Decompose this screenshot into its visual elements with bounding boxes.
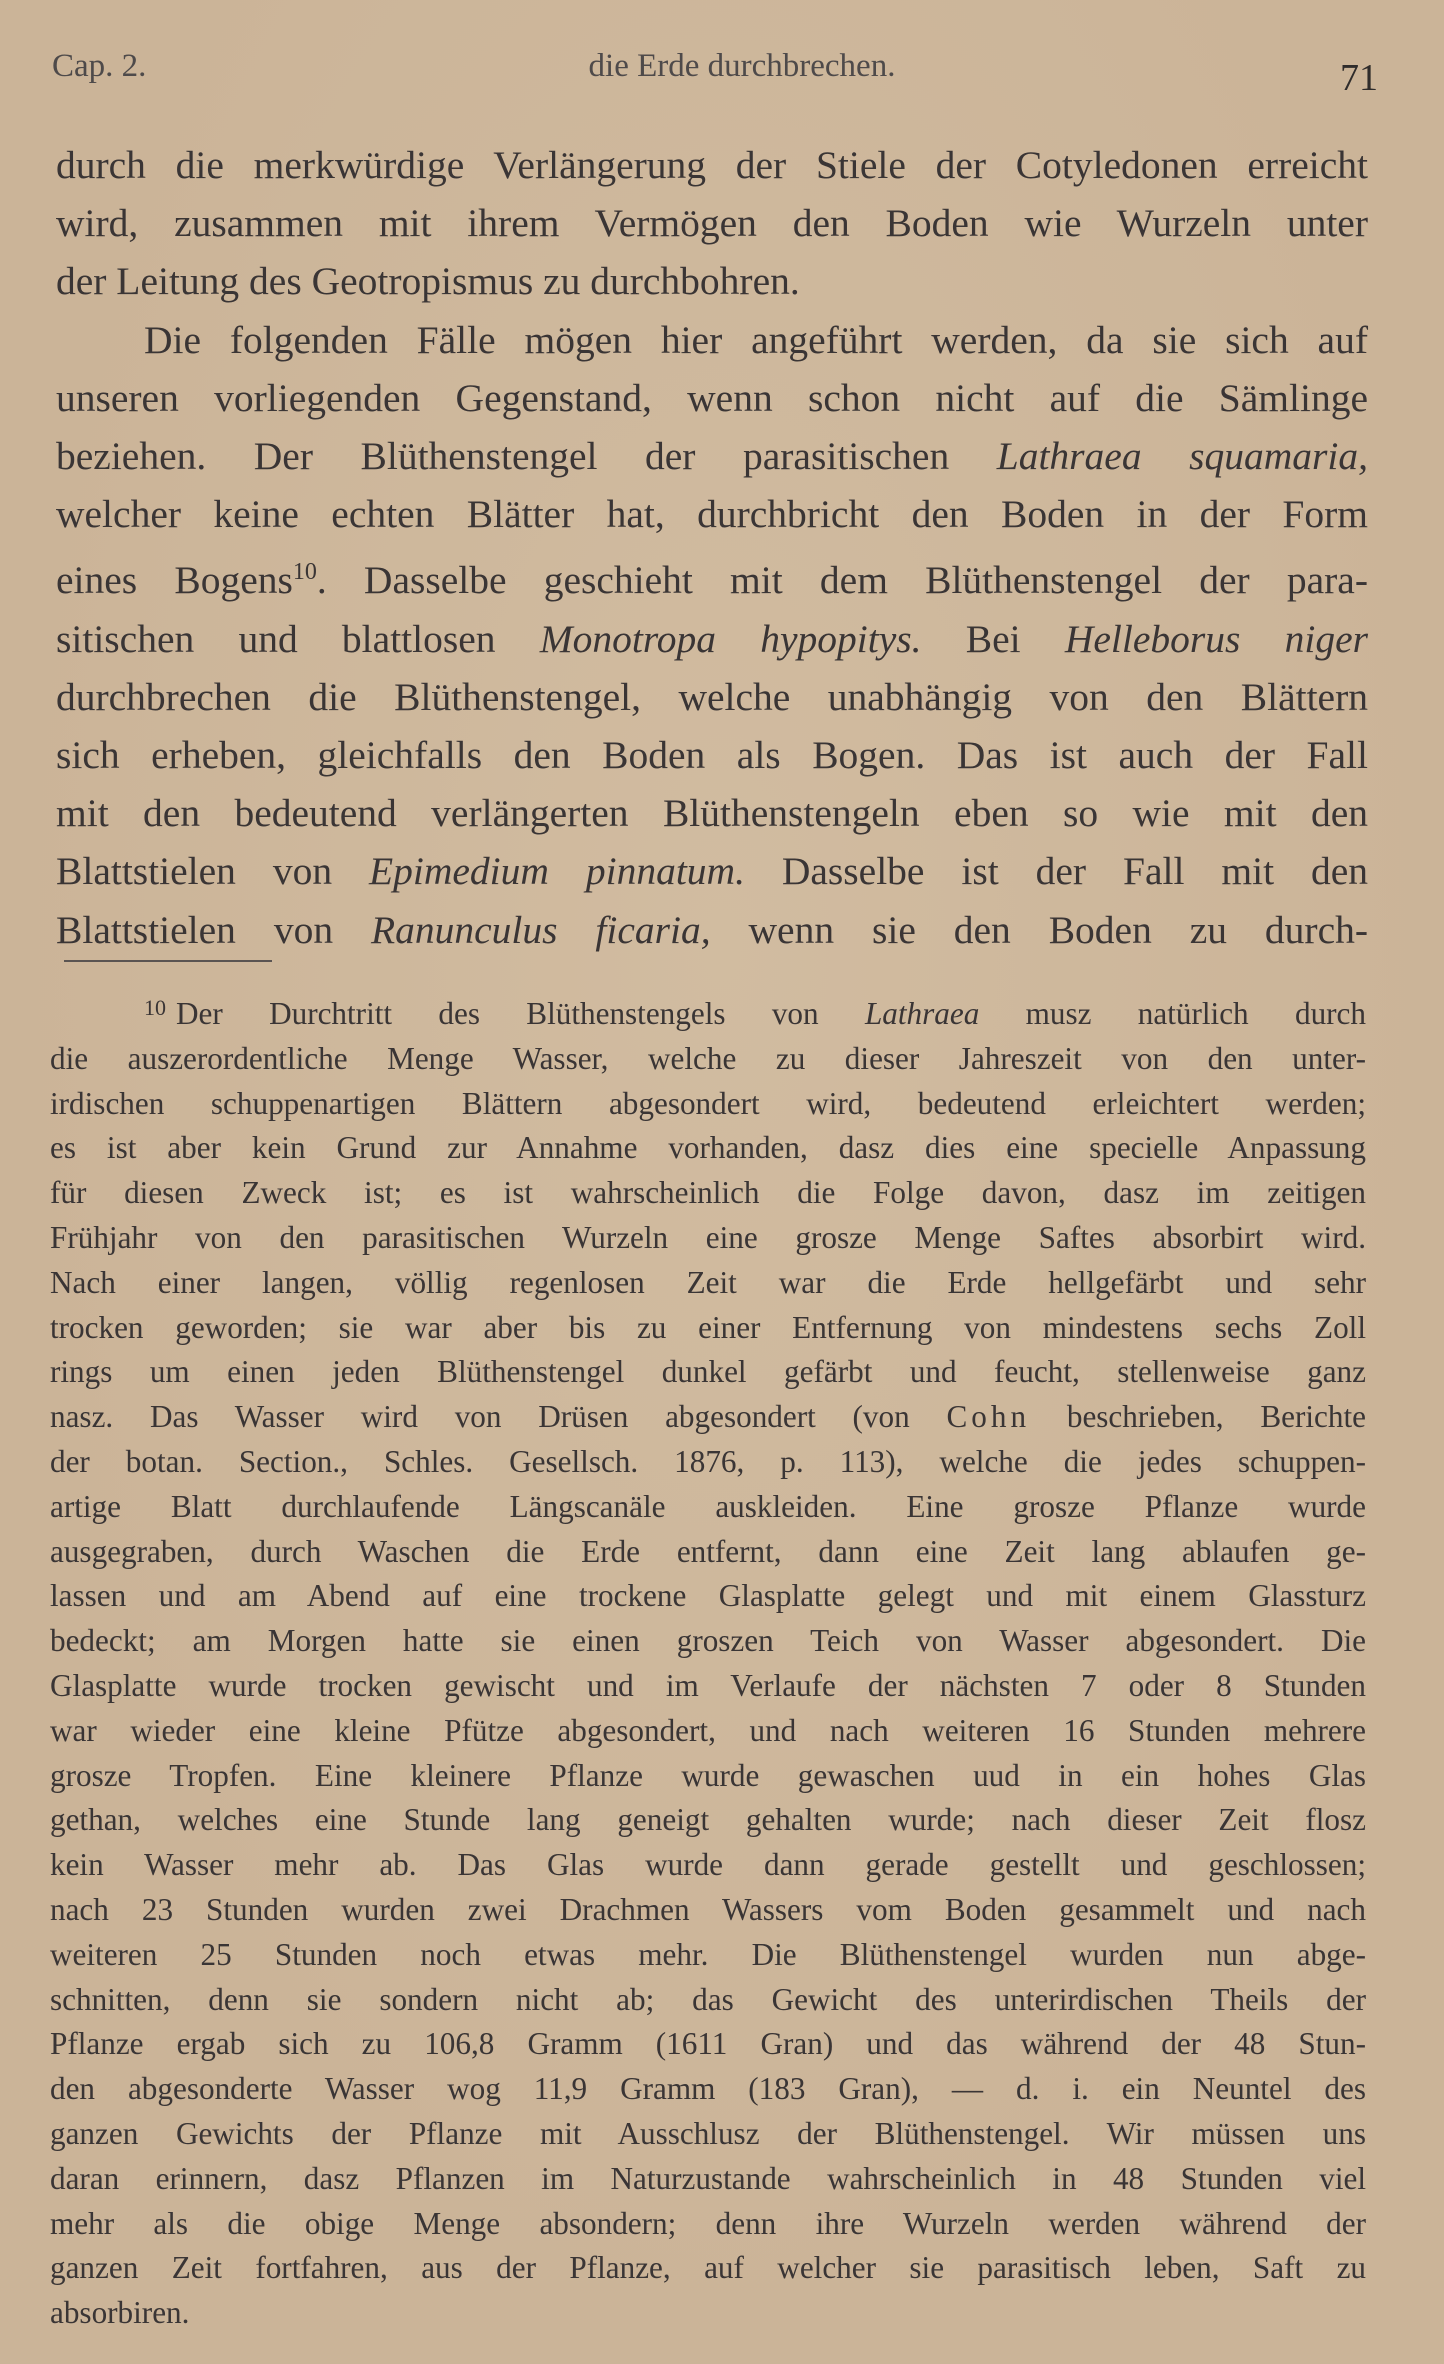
running-title: die Erde durchbrechen. [588, 48, 896, 84]
text-line: wird, zusammen mit ihrem Vermögen den Boden wie Wurzeln unter [56, 201, 1368, 246]
text-line: bedeckt; am Morgen hatte sie einen groszen Teich von Wasser abgesondert. Die [50, 1623, 1366, 1659]
text-span: Blattstielen von [56, 907, 371, 952]
text-span: Der Durchtritt des Blüthenstengels von [176, 996, 865, 1031]
text-span: sitischen und blattlosen [56, 616, 540, 661]
text-line [50, 986, 1366, 1037]
species-name: Monotropa hypopitys. [539, 616, 922, 661]
text-line: war wieder eine kleine Pfütze abgesondert, und nach weiteren 16 Stunden mehrere [50, 1712, 1366, 1748]
species-name: Lathraea [864, 996, 980, 1031]
running-header [52, 44, 1378, 104]
species-name: Lathraea squamaria, [996, 434, 1368, 479]
text-line: durch die merkwürdige Verlängerung der Stiele der Cotyledonen erreicht [56, 143, 1368, 187]
text-line: weiteren 25 Stunden noch etwas mehr. Die Blüthenstengel wurden nun abge- [50, 1936, 1366, 1972]
text-line: gethan, welches eine Stunde lang geneigt gehalten wurde; nach dieser Zeit flosz [50, 1802, 1366, 1838]
text-line: unseren vorliegenden Gegenstand, wenn schon nicht auf die Sämlinge [56, 375, 1368, 420]
text-line: ausgegraben, durch Waschen die Erde entfernt, dann eine Zeit lang ablaufen ge- [50, 1533, 1366, 1569]
main-text [56, 136, 1368, 959]
text-line: Glasplatte wurde trocken gewischt und im Verlaufe der nächsten 7 oder 8 Stunden [50, 1667, 1366, 1703]
footnote-divider [64, 960, 272, 962]
text-line: lassen und am Abend auf eine trockene Glasplatte gelegt und mit einem Glassturz [50, 1578, 1366, 1614]
text-span: Blattstielen von [56, 849, 370, 894]
text-line: der Leitung des Geotropismus zu durchbohren. [56, 259, 800, 304]
text-line: es ist aber kein Grund zur Annahme vorhanden, dasz dies eine specielle Anpassung [50, 1130, 1366, 1166]
text-line: Pflanze ergab sich zu 106,8 Gramm (1611 Gran) und das während der 48 Stun- [50, 2026, 1366, 2062]
footnote-reference: 10 [292, 559, 317, 586]
text-span: . Dasselbe geschieht mit dem Blüthenstengel der para- [316, 558, 1368, 603]
text-line: den abgesonderte Wasser wog 11,9 Gramm (183 Gran), — d. i. ein Neuntel des [50, 2071, 1366, 2107]
text-line: Die folgenden Fälle mögen hier angeführt werden, da sie sich auf [144, 317, 1368, 362]
text-line: Nach einer langen, völlig regenlosen Zeit war die Erde hellgefärbt und sehr [50, 1264, 1366, 1300]
text-line [56, 901, 1368, 959]
text-line: kein Wasser mehr ab. Das Glas wurde dann gerade gestellt und geschlossen; [50, 1847, 1366, 1883]
footnote-marker: 10 [144, 995, 166, 1020]
species-name: Epimedium pinnatum. [369, 849, 745, 894]
text-span: musz natürlich durch [979, 996, 1366, 1031]
text-line: absorbiren. [50, 2295, 190, 2331]
text-span: wenn sie den Boden zu durch- [710, 907, 1369, 952]
text-line: sich erheben, gleichfalls den Boden als Bogen. Das ist auch der Fall [56, 733, 1368, 778]
page-number: 71 [1340, 57, 1378, 99]
chapter-label: Cap. 2. [52, 48, 147, 84]
text-line: Frühjahr von den parasitischen Wurzeln eine grosze Menge Saftes absorbirt wird. [50, 1219, 1366, 1255]
text-span: beziehen. Der Blüthenstengel der parasitischen [56, 434, 997, 479]
text-line: für diesen Zweck ist; es ist wahrscheinlich die Folge davon, dasz im zeitigen [50, 1175, 1366, 1211]
text-span: Bei [921, 616, 1065, 661]
text-line: daran erinnern, dasz Pflanzen im Naturzustande wahrscheinlich in 48 Stunden viel [50, 2160, 1366, 2196]
footnote [50, 986, 1366, 2336]
text-line: welcher keine echten Blätter hat, durchbricht den Boden in der Form [56, 492, 1368, 537]
text-line: ganzen Gewichts der Pflanze mit Ausschlusz der Blüthenstengel. Wir müssen uns [50, 2115, 1366, 2151]
text-span: eines Bogens [56, 558, 293, 603]
text-line: durchbrechen die Blüthenstengel, welche unabhängig von den Blättern [56, 674, 1368, 719]
author-name: Cohn [946, 1399, 1031, 1435]
text-line: trocken geworden; sie war aber bis zu einer Entfernung von mindestens sechs Zoll [50, 1309, 1366, 1345]
text-line: mehr als die obige Menge absondern; denn ihre Wurzeln werden während der [50, 2205, 1366, 2241]
text-line: irdischen schuppenartigen Blättern abgesondert wird, bedeutend erleichtert werden; [50, 1085, 1366, 1121]
text-line: grosze Tropfen. Eine kleinere Pflanze wurde gewaschen uud in ein hohes Glas [50, 1757, 1366, 1793]
text-span: Dasselbe ist der Fall mit den [744, 849, 1368, 894]
text-span: nasz. Das Wasser wird von Drüsen abgesondert (von [50, 1399, 947, 1435]
text-line: mit den bedeutend verlängerten Blüthenstengeln eben so wie mit den [56, 791, 1368, 836]
text-line: schnitten, denn sie sondern nicht ab; das Gewicht des unterirdischen Theils der [50, 1981, 1366, 2017]
text-line [56, 842, 1368, 900]
text-line: nach 23 Stunden wurden zwei Drachmen Wassers vom Boden gesammelt und nach [50, 1891, 1366, 1927]
species-name: Ranunculus ficaria, [370, 907, 711, 952]
text-line [50, 1395, 1366, 1440]
text-line [56, 610, 1368, 668]
text-line [56, 427, 1368, 485]
text-span: beschrieben, Berichte [1030, 1399, 1366, 1435]
text-line: ganzen Zeit fortfahren, aus der Pflanze, auf welcher sie parasitisch leben, Saft zu [50, 2250, 1366, 2286]
species-name: Helleborus niger [1064, 616, 1368, 661]
text-line: artige Blatt durchlaufende Längscanäle auskleiden. Eine grosze Pflanze wurde [50, 1488, 1366, 1524]
text-line [56, 543, 1368, 609]
text-line: der botan. Section., Schles. Gesellsch. 1876, p. 113), welche die jedes schuppen- [50, 1443, 1366, 1479]
text-line: die auszerordentliche Menge Wasser, welche zu dieser Jahreszeit von den unter- [50, 1040, 1366, 1076]
text-line: rings um einen jeden Blüthenstengel dunkel gefärbt und feucht, stellenweise ganz [50, 1354, 1366, 1390]
